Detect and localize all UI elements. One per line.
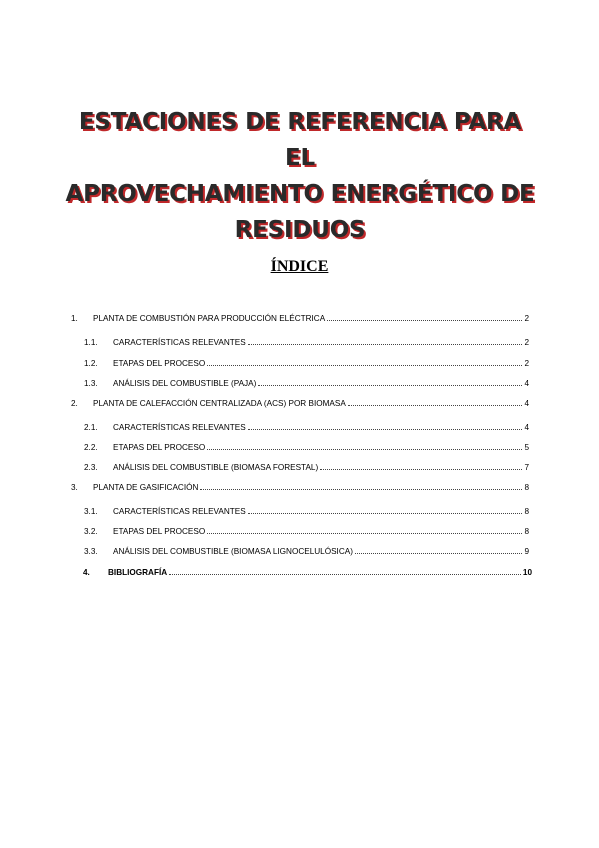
toc-dot-leader (248, 343, 523, 345)
title-line-1: ESTACIONES DE REFERENCIA PARA EL (78, 109, 522, 171)
toc-dot-leader (248, 512, 523, 514)
toc-entry-label: BIBLIOGRAFÍA (108, 568, 168, 577)
toc-entry-label: ETAPAS DEL PROCESO (113, 443, 206, 452)
toc-entry[interactable] (84, 379, 529, 388)
toc-entry-page: 8 (524, 483, 529, 492)
toc-entry-label: ANÁLISIS DEL COMBUSTIBLE (PAJA) (113, 379, 257, 388)
toc-entry-label: ETAPAS DEL PROCESO (113, 359, 206, 368)
toc-entry-page: 7 (524, 463, 529, 472)
toc-entry-number: 1.2. (84, 359, 98, 368)
toc-entry-number: 1. (71, 314, 78, 323)
toc-entry[interactable] (84, 338, 529, 347)
toc-entry[interactable] (84, 507, 529, 516)
toc-entry-page: 2 (524, 338, 529, 347)
toc-heading: ÍNDICE (270, 258, 329, 275)
toc-entry-page: 8 (524, 507, 529, 516)
toc-entry-page: 5 (524, 443, 529, 452)
toc-dot-leader (169, 573, 521, 575)
toc-entry-number: 4. (83, 568, 90, 577)
toc-entry-label: PLANTA DE COMBUSTIÓN PARA PRODUCCIÓN ELÉCTRICA (93, 314, 326, 323)
toc-entry[interactable] (84, 463, 529, 472)
toc-entry-label: ANÁLISIS DEL COMBUSTIBLE (BIOMASA FORESTAL) (113, 463, 319, 472)
toc-entry-page: 10 (522, 568, 532, 577)
toc-entry-page: 2 (524, 359, 529, 368)
toc-entry-number: 3. (71, 483, 78, 492)
toc-entry-label: PLANTA DE GASIFICACIÓN (93, 483, 199, 492)
document-title (60, 104, 540, 248)
toc-dot-leader (248, 428, 523, 430)
toc-entry-number: 2.3. (84, 463, 98, 472)
toc-dot-leader (207, 532, 522, 534)
toc-entry-number: 3.2. (84, 527, 98, 536)
toc-entry-page: 4 (524, 399, 529, 408)
toc-dot-leader (355, 552, 523, 554)
toc-entry-page: 9 (524, 547, 529, 556)
toc-entry[interactable] (84, 443, 529, 452)
toc-dot-leader (207, 364, 522, 366)
toc-dot-leader (327, 319, 522, 321)
toc-dot-leader (207, 448, 522, 450)
toc-entry-page: 8 (524, 527, 529, 536)
toc-entry-label: CARACTERÍSTICAS RELEVANTES (113, 423, 246, 432)
toc-entry-label: CARACTERÍSTICAS RELEVANTES (113, 507, 246, 516)
toc-dot-leader (258, 384, 522, 386)
toc-entry-number: 2.2. (84, 443, 98, 452)
toc-entry-page: 4 (524, 379, 529, 388)
toc-entry[interactable] (71, 314, 529, 323)
toc-entry[interactable] (84, 527, 529, 536)
toc-entry-label: ANÁLISIS DEL COMBUSTIBLE (BIOMASA LIGNOCELULÓSICA) (113, 547, 353, 556)
toc-entry[interactable] (71, 399, 529, 408)
toc-entry-label: CARACTERÍSTICAS RELEVANTES (113, 338, 246, 347)
toc-entry-number: 3.1. (84, 507, 98, 516)
toc-dot-leader (320, 468, 522, 470)
toc-dot-leader (348, 404, 523, 406)
toc-entry-number: 1.1. (84, 338, 98, 347)
title-line-2: APROVECHAMIENTO ENERGÉTICO DE (65, 181, 535, 207)
toc-entry-label: PLANTA DE CALEFACCIÓN CENTRALIZADA (ACS) POR BIOMASA (93, 399, 346, 408)
toc-entry[interactable] (84, 423, 529, 432)
toc-entry-page: 2 (524, 314, 529, 323)
toc-entry-number: 3.3. (84, 547, 98, 556)
toc-dot-leader (200, 488, 522, 490)
toc-entry-number: 2. (71, 399, 78, 408)
title-line-3: RESIDUOS (234, 217, 366, 243)
toc-entry[interactable] (84, 547, 529, 556)
toc-entry-label: ETAPAS DEL PROCESO (113, 527, 206, 536)
toc-entry-number: 2.1. (84, 423, 98, 432)
toc-entry[interactable] (84, 359, 529, 368)
toc-entry[interactable] (71, 483, 529, 492)
toc-entry-number: 1.3. (84, 379, 98, 388)
toc-entry[interactable] (83, 568, 532, 577)
toc-entry-page: 4 (524, 423, 529, 432)
